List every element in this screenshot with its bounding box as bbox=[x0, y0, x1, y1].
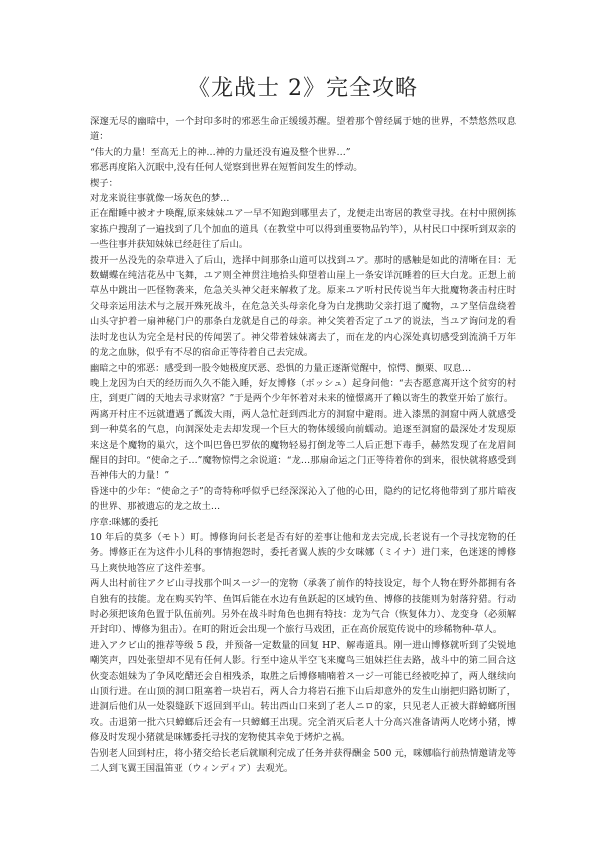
chapter-heading: 序章:咪娜的委托 bbox=[90, 516, 159, 528]
paragraph: 昏迷中的少年：“使命之子”的奇特称呼似乎已经深深沁入了他的心田，隐约的记忆将他带到了那片暗夜的世界、那被遗忘的龙之故土… bbox=[90, 485, 516, 513]
paragraph: 两人出村前往アクビ山寻找那个叫ス一ジ一的宠物（承袭了前作的特技设定，每个人物在野外都拥有各自独有的技能。龙在购买钓竿、鱼饵后能在水边有鱼跃起的区域钓鱼、博修的技能则为射落狩猎。行动时必须把该角色置于队伍前列。另外在战斗时角色也拥有特技：龙为气合（恢复体力）、龙变身（必须解开封印）、博修为狙击）。在町的附近会出现一个旅行马戏团，正在高价展览传说中的珍稀物种-草人。 bbox=[90, 578, 516, 636]
paragraph: 幽暗之中的邪恶：感受到一股令她极度厌恶、恐惧的力量正逐渐觉醒中，惊愕、颤栗、叹息… bbox=[90, 362, 472, 374]
section-label: 楔子： bbox=[90, 177, 118, 189]
document-body bbox=[90, 114, 516, 776]
paragraph: 邪恶再度陷入沉眠中,没有任何人觉察到世界在短暂间发生的悸动。 bbox=[90, 162, 363, 174]
paragraph: “伟大的力量！至高无上的神…神的力量还没有遍及整个世界…” bbox=[90, 146, 351, 158]
paragraph: 拨开一丛没先的杂草进入了后山，选择中间那条山道可以找到ユア。那时的感触是如此的清晰在目：无数蝴蝶在纯洁花丛中飞舞，ユア则全神贯注地拾头仰望着山崖上一条安详沉睡着的巨大白龙。正想上前草丛中跳出一匹怪物袭来，危急关头神父赶来解救了龙。原来ユア听村民传说当年大批魔物袭击村庄时父母亲运用法术与之展开殊死战斗，在危急关头母亲化身为白龙携助父亲打退了魔物，ユア坚信盘绕着山头守护着一扇神秘门户的那条白龙就是自己的母亲。神父笑着否定了ユア的说法，当ユア询问龙的看法时龙也认为完全是村民的传闻罢了。神父带着妹妹离去了，而在龙的内心深处真切感受到流淌千万年的龙之血脉，似乎有不尽的宿命正等待着自己去完成。 bbox=[90, 254, 516, 359]
paragraph: 告别老人回到村庄，将小猪交给长老后就顺利完成了任务并获得酬金 500 元，咪娜临行前热情邀请龙等二人到飞翼王国温笛亚（ウィンディア）去观光。 bbox=[90, 747, 516, 775]
document-title: 《龙战士 2》完全攻略 bbox=[188, 76, 418, 101]
paragraph: 进入アクビ山的推荐等级 5 段，并预备一定数量的回复 HP、解毒道具。刚一进山博修就听到了尖锐地嘲笑声，四处张望却不见有任何人影。行至中途从半空飞来魔鸟三姐妹拦住去路，战斗中的第二回合这伙变态姐妹为了争风吃醋还会自相残杀，取胜之后博修喃喃着ス一ジ一可能已经被吃掉了，两人继续向山顶行进。在山顶的洞口阻塞着一块岩石，两人合力将岩石推下山后却意外的发生山崩把归路切断了，进洞后他们从一处裂缝跃下返回到平山。转出西山口来到了老人ニロ的家，只见老人正被大群蟑螂所围攻。击退第一批六只蟑螂后还会有一只蟑螂王出现。完全消灭后老人十分高兴准备请两人吃烤小猪，博修及时发现小猪就是咪娜委托寻找的宠物使其幸免于烤炉之祸。 bbox=[90, 639, 516, 744]
paragraph: 晚上龙因为白天的经历而久久不能入睡，好友博修（ボッシュ）起身问他：“去杏愿意离开这个贫穷的村庄，到更广阔的天地去寻求财富？”于是两个少年怀着对未来的憧憬离开了赖以寄生的教堂开始了旅行。 bbox=[90, 377, 516, 405]
paragraph: 对龙来说往事就像一场灰色的梦… bbox=[90, 193, 230, 205]
paragraph: 正在酣睡中被オナ唤醒,原来妹妹ユア一早不知跑到哪里去了，龙便走出寄居的教堂寻找。在村中照例拣家拣户搜刮了一遍找到了几个加血的道具（在教堂中可以得到重要物品钓竿），从村民口中探听到双亲的一些往事并获知妹妹已经赶往了后山。 bbox=[90, 208, 516, 251]
paragraph: 10 年后的莫多（モト）町。博修询问长老是否有好的差事让他和龙去完成,长老说有一个寻找宠物的任务。博修正在为这件小儿科的事情抱怨时，委托者翼人族的少女咪娜（ミイナ）进门来，色迷迷的博修马上爽快地答应了这件差事。 bbox=[90, 531, 516, 574]
paragraph: 深邃无尽的幽暗中，一个封印多时的邪恶生命正缓缓苏醒。望着那个曾经属于她的世界，不禁悠然叹息道： bbox=[90, 116, 516, 143]
paragraph: 两离开村庄不远就遭遇了瓢泼大雨，两人急忙赶到西北方的洞窟中避雨。进入漆黑的洞窟中两人就感受到一种莫名的气息，向洞深处走去却发现一个巨大的物体缓缓向前蠕动。追逐至洞窟的最深处才发现原来这是个魔物的巢穴，这个叫巴鲁巴罗依的魔物轻易打倒龙等二人后正想下毒手，赫然发现了在龙眉间醒目的封印。“使命之子…”魔物惊愕之余说道：“龙…那扇命运之门正等待着你的到来，很快就将感受到吾神伟大的力量！” bbox=[90, 408, 516, 482]
